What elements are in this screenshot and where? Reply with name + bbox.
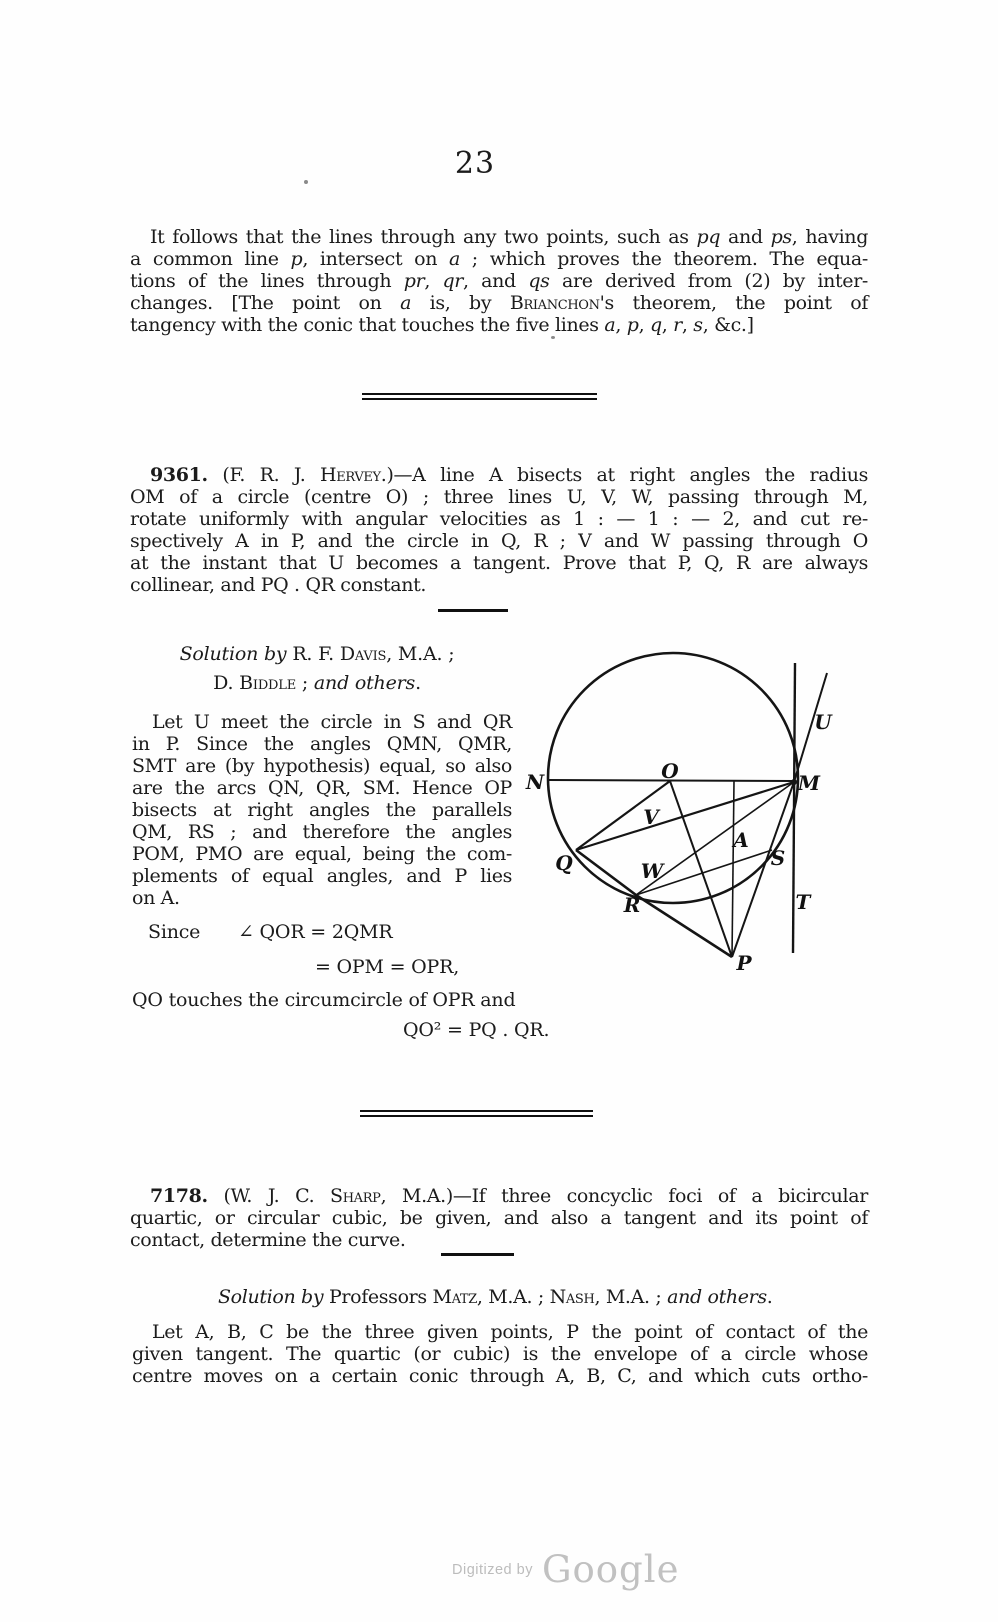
geometry-figure bbox=[500, 615, 920, 980]
figure-label-Q: Q bbox=[555, 851, 573, 875]
figure-line-U bbox=[732, 673, 827, 957]
short-rule bbox=[441, 1253, 514, 1256]
text-line: centre moves on a certain conic through A, B, C, and which cuts ortho- bbox=[132, 1365, 868, 1387]
equation-line: = OPM = OPR, bbox=[315, 956, 460, 978]
figure-label-O: O bbox=[661, 759, 679, 783]
figure-label-A: A bbox=[733, 828, 749, 852]
text-line: contact, determine the curve. bbox=[130, 1229, 406, 1251]
solution-9361-body bbox=[132, 711, 512, 909]
watermark bbox=[452, 1548, 679, 1591]
text-line: Let A, B, C be the three given points, P the point of contact of the bbox=[152, 1321, 868, 1343]
text-line: QM, RS ; and therefore the angles bbox=[132, 821, 512, 843]
figure-point-M-dot bbox=[791, 779, 797, 785]
text-line: spectively A in P, and the circle in Q, R ; V and W passing through O bbox=[130, 530, 868, 552]
text-line: tangency with the conic that touches the five lines a, p, q, r, s, &c.] bbox=[130, 314, 754, 336]
figure-label-W: W bbox=[640, 859, 664, 883]
text-line: SMT are (by hypothesis) equal, so also bbox=[132, 755, 512, 777]
scan-speck bbox=[304, 180, 308, 184]
equation-line: QO touches the circumcircle of OPR and bbox=[132, 989, 516, 1011]
text-line: OM of a circle (centre O) ; three lines U, V, W, passing through M, bbox=[130, 486, 868, 508]
figure-label-T: T bbox=[795, 890, 811, 914]
figure-label-U: U bbox=[814, 710, 832, 734]
equation-line: QO² = PQ . QR. bbox=[403, 1019, 550, 1041]
short-rule bbox=[438, 609, 508, 612]
text-line: plements of equal angles, and P lies bbox=[132, 865, 512, 887]
text-line: a common line p, intersect on a ; which proves the theorem. The equa- bbox=[130, 248, 868, 270]
figure-label-N: N bbox=[525, 770, 545, 794]
text-line: Let U meet the circle in S and QR bbox=[152, 711, 512, 733]
solution-heading-line: Solution by R. F. Davis, M.A. ; bbox=[179, 643, 455, 665]
text-line: 9361. (F. R. J. Hervey.)—A line A bisects at right angles the radius bbox=[150, 464, 869, 486]
figure-line-V-QM bbox=[576, 782, 794, 850]
text-line: quartic, or circular cubic, be given, and also a tangent and its point of bbox=[130, 1207, 868, 1229]
solution-7178-heading: Solution by Professors Matz, M.A. ; Nash, M.A. ; and others. bbox=[218, 1286, 773, 1308]
text-line: changes. [The point on a is, by Brianchon's theorem, the point of bbox=[130, 292, 869, 314]
solution-7178-body bbox=[132, 1321, 868, 1387]
problem-7178-statement bbox=[130, 1185, 868, 1251]
intro-paragraph bbox=[130, 226, 868, 336]
figure-label-S: S bbox=[770, 846, 786, 870]
double-rule-divider bbox=[362, 393, 597, 400]
watermark-prefix: Digitized by bbox=[452, 1561, 533, 1578]
text-line: 7178. (W. J. C. Sharp, M.A.)—If three concyclic foci of a bicircular bbox=[150, 1185, 868, 1207]
figure-label-V: V bbox=[643, 805, 659, 829]
scan-speck bbox=[551, 336, 555, 339]
text-line: collinear, and PQ . QR constant. bbox=[130, 574, 427, 596]
text-line: given tangent. The quartic (or cubic) is the envelope of a circle whose bbox=[132, 1343, 868, 1365]
figure-label-R: R bbox=[623, 893, 641, 917]
problem-9361-statement bbox=[130, 464, 868, 596]
page-number: 23 bbox=[454, 146, 496, 181]
equation-line: ∠ QOR = 2QMR bbox=[238, 921, 393, 943]
text-line: are the arcs QN, QR, SM. Hence OP bbox=[132, 777, 512, 799]
text-line: on A. bbox=[132, 887, 180, 909]
figure-label-M: M bbox=[797, 771, 821, 795]
figure-line-OP bbox=[670, 781, 732, 957]
text-line: POM, PMO are equal, being the com- bbox=[132, 843, 512, 865]
figure-label-P: P bbox=[736, 951, 752, 975]
figure-line-A bbox=[732, 781, 734, 957]
text-line: bisects at right angles the parallels bbox=[132, 799, 512, 821]
google-logo: Google bbox=[541, 1548, 680, 1591]
text-line: rotate uniformly with angular velocities as 1 : — 1 : — 2, and cut re- bbox=[130, 508, 868, 530]
text-line: in P. Since the angles QMN, QMR, bbox=[132, 733, 512, 755]
figure-labels bbox=[525, 710, 833, 975]
text-line: It follows that the lines through any two points, such as pq and ps, having bbox=[150, 226, 869, 248]
double-rule-divider bbox=[360, 1110, 593, 1117]
solution-9361-heading bbox=[132, 640, 502, 698]
text-line: tions of the lines through pr, qr, and qs are derived from (2) by inter- bbox=[130, 270, 868, 292]
solution-heading-line: D. Biddle ; and others. bbox=[213, 672, 421, 694]
equation-line: Since bbox=[148, 921, 201, 943]
text-line: at the instant that U becomes a tangent. Prove that P, Q, R are always bbox=[130, 552, 868, 574]
